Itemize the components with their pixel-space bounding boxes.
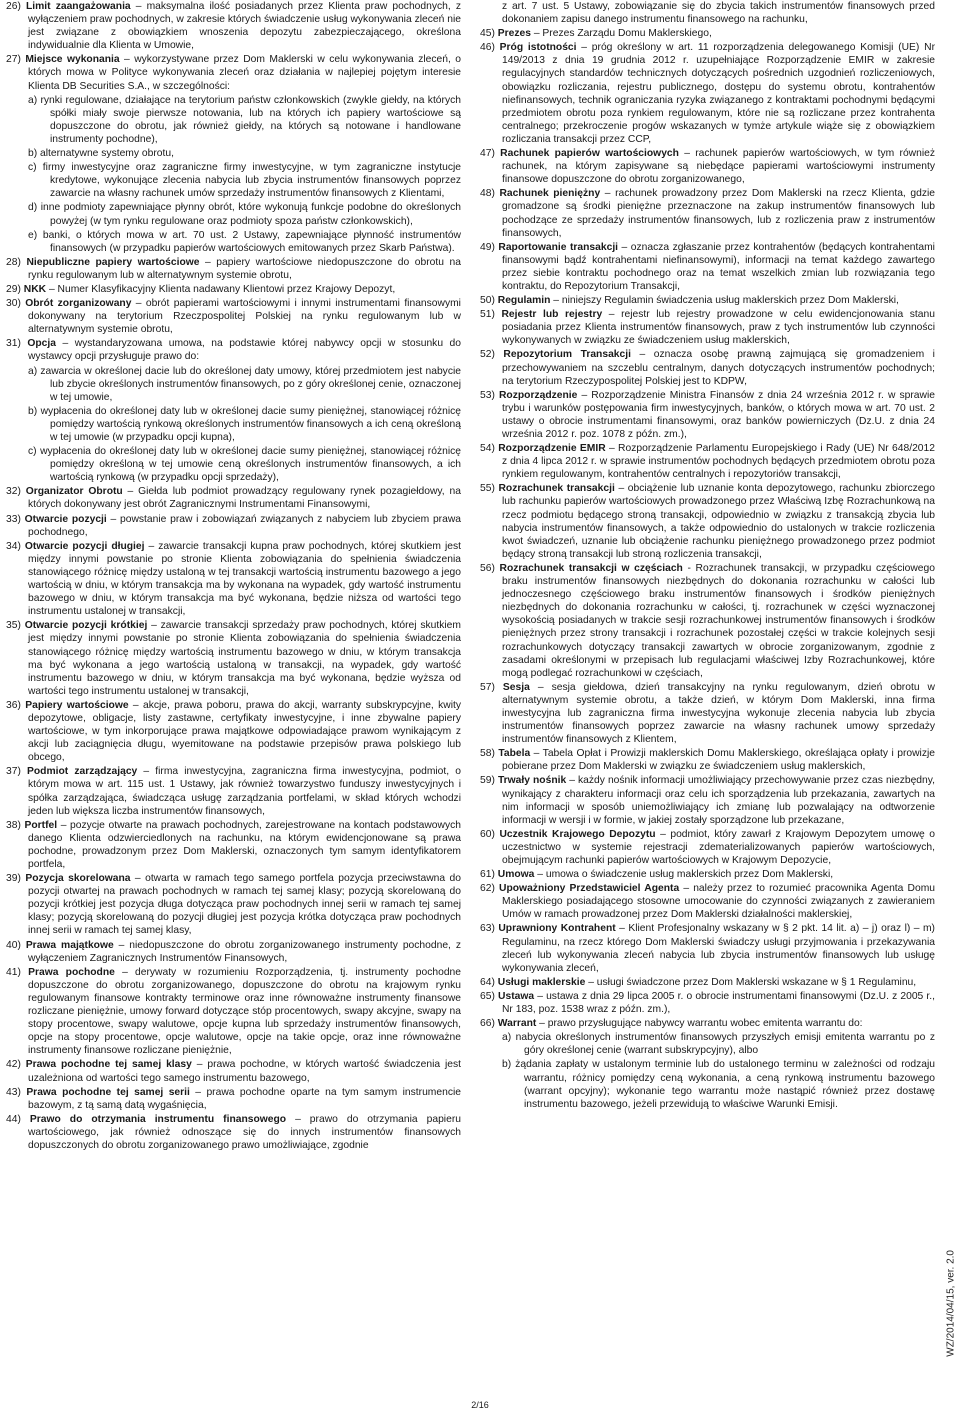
definition-entry [6,765,461,817]
definition-text: – firma inwestycyjna, zagraniczna firma inwestycyjna, podmiot, o którym mowa w art. 115 ust. 1 Ustawy, jak również towarzystwo funduszy inwestycyjnych i spółka zarządzająca, świadcząca usługę zarządzania portfelami, w skład których wchodzi jeden lub większa liczba instrumentów finansowych, [28,766,461,817]
subitem-text: alternatywne systemy obrotu, [40,148,174,160]
definition-text: – Klient Profesjonalny wskazany w § 2 pkt. 14 lit. a) – j) oraz l) – m) Regulaminu, na rzecz którego Dom Maklerski świadczy usługi przyjmowania i przekazywania zleceń lub wykonywania zleceń nabycia lub zbycia instrumentów finansowych lub usługę wykonywania zleceń, [502,923,935,974]
definition-number: 57) [480,681,495,693]
definition-entry [480,389,935,441]
definition-text: – ustawa z dnia 29 lipca 2005 r. o obrocie instrumentami finansowymi (Dz.U. z 2005 r., Nr 183, poz. 1538 wraz z późn. zm.), [502,990,935,1016]
definition-term: Otwarcie pozycji krótkiej [24,620,148,632]
page-number: 2/16 [471,1400,489,1410]
definition-text: – powstanie praw i zobowiązań związanych z nabyciem lub zbyciem prawa pochodnego, [28,513,461,538]
definition-term: Uprawniony Kontrahent [498,923,616,935]
definition-number: 44) [6,1113,21,1125]
definition-number: 54) [480,443,495,455]
definition-number: 35) [6,620,21,632]
definition-continuation [480,0,935,26]
definition-number: 62) [480,883,495,895]
definition-number: 49) [480,241,495,253]
definition-text: – umowa o świadczenie usług maklerskich przez Dom Maklerski, [534,869,834,881]
definition-text: z art. 7 ust. 5 Ustawy, zobowiązanie się do zbycia takich instrumentów finansowych przed dokonaniem zapisu danego instrumentu finansowego na rachunku, [502,1,935,26]
document-page [6,0,936,1400]
left-column [6,0,461,1390]
subitem-text: inne podmioty zapewniające płynny obrót, które wykonują funkcje podobne do określonych powyżej (w tym rynku regulowane oraz podmioty spoza państw członkowskich), [40,202,461,227]
definition-text: – derywaty w rozumieniu Rozporządzenia, tj. instrumenty pochodne dopuszczone do obrotu zorganizowanego, dopuszczone do obrotu na krajowym rynku regulowanym finansowe kontrakty terminowe oraz inne równoważne instrumenty finansowe rozliczane pieniężnie, umowy forward dotyczące stóp procentowych, swapy akcyjne, swapy na stopy procentowe, swapy walutowe, opcje kupna lub sprzedaży instrumentów finansowych, opcje na stopy procentowe, opcje walutowe, opcje na takie opcje, oraz inne równoważne instrumenty finansowe rozliczane pieniężnie, [28,966,461,1057]
definition-term: Papiery wartościowe [25,699,129,711]
subitem-text: rynki regulowane, działające na terytorium państw członkowskich (zwykle giełdy, na których spółki miały swoje pierwsze notowania, lub na których ich papiery wartościowe są dopuszczone do obrotu, jak również giełdy, na których są notowane i handlowane instrumenty pochodne), [40,94,461,145]
definition-term: Ustawa [498,990,535,1002]
definition-subitem [502,1031,935,1057]
definition-text: – oznacza osobę prawną zajmującą się gromadzeniem i przechowywaniem na szczeblu centralnym, danych dotyczących instrumentów pochodnych; na terytorium Rzeczypospolitej Polskiej jest to KDPW, [502,349,935,387]
definition-entry [480,882,935,921]
definition-term: Prawa majątkowe [25,939,114,951]
definition-term: Prezes [497,28,531,40]
definition-number: 48) [480,188,495,200]
definition-entry [480,976,935,989]
definition-term: Prawo do otrzymania instrumentu finansowego [29,1113,287,1125]
definition-number: 63) [480,923,495,935]
definition-number: 56) [480,562,495,574]
definition-entry [480,681,935,746]
definition-entry [480,1017,935,1030]
definition-entry [6,819,461,871]
definition-number: 65) [480,990,495,1002]
definition-term: Pozycja skorelowana [25,873,131,885]
definition-number: 33) [6,513,21,525]
definition-term: Uczestnik Krajowego Depozytu [499,828,656,840]
definition-subitem [28,229,461,255]
definition-entry [480,147,935,186]
definition-text: – rachunek papierów wartościowych, w tym również rachunek, na którym zapisywane są niebędące papierami wartościowymi instrumenty finansowe dopuszczone do obrotu zorganizowanego, [502,148,935,186]
definition-text: – zawarcie transakcji kupna praw pochodnych, której skutkiem jest między innymi powstanie po stronie Klienta zobowiązania do spełnienia świadczenia stanowiącego różnicę między ustaloną w tej transakcji wartością instrumentu bazowego a jego wartością w dniu, w którym transakcja ma by wykonana na wypadek, gdy wartość instrumentu bazowego w dniu, w którym transakcja ma być wykonana, będzie niższa od wartości tego instrumentu ustalonej w transakcji, [28,540,461,618]
definition-text: – pozycje otwarte na prawach pochodnych, zarejestrowane na kontach podstawowych danego Klienta odzwierciedlonych na rachunku, na którym ewidencjonowane są prawa pochodne, prowadzonym przez Dom Maklerski, oznaczonych tym samym identyfikatorem portfela, [28,819,461,870]
definition-entry [480,482,935,561]
definition-entry [480,41,935,146]
definition-text: – niedopuszczone do obrotu zorganizowanego instrumenty pochodne, z wyłączeniem Zagranicznych Instrumentów Finansowych, [28,939,461,964]
subitem-letter: c) [28,446,37,458]
definition-number: 37) [6,766,21,778]
definition-subitem [28,161,461,200]
definition-term: Rozporządzenie EMIR [498,443,606,455]
subitem-letter: c) [28,162,37,174]
document-version-code: WZ/2014/04/15, ver. 2.0 [946,1250,957,1357]
subitem-letter: b) [502,1059,512,1071]
subitem-text: nabycia określonych instrumentów finansowych przyszłych emisji emitenta warrantu po z góry określonej cenie (warrant subskrypcyjny), albo [515,1032,935,1057]
definition-text: – zawarcie transakcji sprzedaży praw pochodnych, której skutkiem jest między innymi powstanie po stronie Klienta zobowiązania do spełnienia świadczenia stanowiącego różnicę między wartością instrumentu bazowego w dniu, w którym transakcja ma być wykonana a jego wartością ustaloną w transakcji, na wypadek, gdy wartość instrumentu bazowego w dniu, w którym transakcja ma być wykonana, będzie wyższa od wartości tego instrumentu ustalonej w transakcji, [28,620,461,697]
definition-subitem [28,405,461,444]
definition-number: 30) [6,298,21,310]
definition-text: – rejestr lub rejestry prowadzone w celu ewidencjonowania stanu posiadania przez Klienta instrumentów finansowych, praw z tych instrumentów lub czynności wykonywanych w związku ze świadczeniem usług maklerskich, [502,309,935,347]
definition-number: 46) [480,42,495,54]
definition-term: Rachunek papierów wartościowych [500,148,679,160]
subitem-letter: a) [502,1032,512,1044]
definition-term: Regulamin [497,295,551,307]
definition-text: – maksymalna ilość posiadanych przez Klienta praw pochodnych, z wyłączeniem praw pochodnych, w zakresie których świadczenie usług wykonywania zleceń nie jest związane z obowiązkiem wnoszenia depozytu zabezpieczającego, określona indywidualnie dla Klienta w Umowie, [28,1,461,52]
definition-entry [6,53,461,92]
subitem-text: żądania zapłaty w ustalonym terminie lub do ustalonego terminu w zależności od rodzaju warrantu, różnicy pomiędzy ceną wykonania, a ceną rynkową instrumentu bazowego (warrant opcyjny); wykonanie tego warrantu może nastąpić również przez dostawę instrumentu bazowego, jeżeli przewidują to właściwe Warunki Emisji. [515,1059,935,1110]
definition-number: 28) [6,256,21,268]
definition-text: – akcje, prawa poboru, prawa do akcji, warranty subskrypcyjne, kwity depozytowe, obligacje, listy zastawne, certyfikaty inwestycyjne, i inne zbywalne papiery wartościowe, w tym inkorporujące prawa majątkowe odpowiadające prawom wynikającym z akcji lub zaciągnięcia długu, wyemitowane na podstawie przepisów prawa polskiego lub obcego, [28,699,461,764]
definition-number: 61) [480,869,495,881]
definition-term: Rozporządzenie [498,389,578,401]
subitem-letter: a) [28,94,38,106]
definition-term: NKK [23,283,47,295]
definition-entry [6,297,461,336]
definition-number: 32) [6,486,21,498]
definition-entry [6,513,461,539]
definition-number: 59) [480,775,495,787]
definition-subitem [28,201,461,227]
definition-number: 38) [6,819,21,831]
definition-number: 27) [6,54,21,66]
definition-term: Prawa pochodne [28,966,115,978]
definition-entry [6,337,461,363]
definition-number: 29) [6,283,21,295]
definition-subitem [28,147,461,160]
definition-term: Otwarcie pozycji długiej [24,540,145,552]
definition-number: 34) [6,540,21,552]
definition-text: – Giełda lub podmiot prowadzący regulowany rynek pozagiełdowy, na których dokonywany jest obrót Zagranicznymi Instrumentami Finansowymi, [28,486,461,511]
definition-text: – Prezes Zarządu Domu Maklerskiego, [530,28,712,40]
subitem-text: wypłacenia do określonej daty lub w określonej dacie sumy pieniężnej, stanowiącej różnicę pomiędzy wartością rynkową określonych instrumentów finansowych a ich ceną określoną w tej umowie (w przypadku opcji kupna), [40,405,461,443]
definition-term: Rozrachunek transakcji w częściach [499,562,683,574]
definition-entry [6,1086,461,1112]
definition-text: – wykorzystywane przez Dom Maklerski w celu wykonywania zleceń, o których mowa w Polityce wykonywania zleceń oraz działania w najlepiej pojętym interesie Klienta DB Securities S.A., w szczególności: [28,54,461,92]
definition-entry [6,540,461,619]
definition-number: 55) [480,483,495,495]
definition-term: Rejestr lub rejestry [501,309,603,321]
subitem-text: zawarcia w określonej dacie lub do określonej daty umowy, której przedmiotem jest nabycie lub zbycie określonych instrumentów finansowych, po z góry określonej cenie, oznaczonej w tej umowie, [40,365,461,403]
definition-entry [6,1113,461,1152]
definition-term: Podmiot zarządzający [27,766,138,778]
definition-number: 53) [480,389,495,401]
definition-term: Limit zaangażowania [26,1,131,12]
definition-entry [6,966,461,1058]
definition-term: Warrant [497,1018,537,1030]
definition-term: Usługi maklerskie [497,976,586,988]
definition-text: – Rozporządzenie Ministra Finansów z dnia 24 września 2012 r. w sprawie trybu i warunków postępowania firm inwestycyjnych, banków, o których mowa w art. 70 ust. 2 ustawy o obrocie instrumentami finansowymi, oraz banków powierniczych (Dz.U. z dnia 24 września 2012 r. poz. 1078 z późn. zm.), [502,389,935,440]
subitem-letter: d) [28,202,38,214]
definition-number: 66) [480,1018,495,1030]
definition-entry [6,283,461,296]
definition-term: Próg istotności [499,42,577,54]
subitem-letter: b) [28,405,38,417]
definition-term: Sesja [502,681,530,693]
definition-entry [6,256,461,282]
definition-subitem [28,445,461,484]
definition-text: – prawo przysługujące nabywcy warrantu wobec emitenta warrantu do: [536,1018,863,1030]
definition-term: Prawa pochodne tej samej klasy [25,1059,192,1071]
definition-term: Portfel [24,819,58,831]
definition-entry [480,241,935,293]
definition-entry [480,774,935,826]
definition-number: 31) [6,338,21,350]
definition-term: Niepubliczne papiery wartościowe [26,256,200,268]
definition-term: Otwarcie pozycji [24,513,107,525]
definition-term: Tabela [498,748,531,760]
definition-number: 26) [6,1,21,12]
definition-entry [480,27,935,40]
definition-term: Opcja [27,338,56,350]
definition-number: 60) [480,828,495,840]
subitem-text: firmy inwestycyjne oraz zagraniczne firmy inwestycyjne, w tym zagraniczne instytucje kredytowe, wykonujące zlecenia nabycia lub zbycia instrumentów finansowych poprzez zawarcie na własny rachunek umów sprzedaży instrumentów finansowych z Klientami, [42,162,461,200]
definition-text: – rachunek prowadzony przez Dom Maklerski na rzecz Klienta, gdzie gromadzone są środki pieniężne przeznaczone na zakup instrumentów finansowych lub pochodzące ze sprzedaży instrumentów finansowych, lub z rozliczenia praw z instrumentów finansowych, [502,188,935,239]
definition-text: – niniejszy Regulamin świadczenia usług maklerskich przez Dom Maklerski, [550,295,899,307]
definition-number: 58) [480,748,495,760]
definition-number: 40) [6,939,21,951]
definition-text: – sesja giełdowa, dzień transakcyjny na rynku regulowanym, dzień obrotu w alternatywnym systemie obrotu, a także dzień, w którym Dom Maklerski, inna firma inwestycyjna lub zagraniczna firma inwestycyjna wykonuje zlecenia nabycia lub zbycia instrumentów finansowych poprzez zawarcie na własny rachunek umowy sprzedaży instrumentów finansowych z Klientem, [502,681,935,746]
definition-text: – Tabela Opłat i Prowizji maklerskich Domu Maklerskiego, określająca opłaty i prowizje pobierane przez Dom Maklerski w związku ze świadczeniem usług maklerskich, [502,748,935,773]
definition-term: Trwały nośnik [497,775,567,787]
definition-text: – Numer Klasyfikacyjny Klienta nadawany Klientowi przez Krajowy Depozyt, [46,283,396,295]
definition-entry [6,872,461,937]
definition-number: 45) [480,28,495,40]
definition-text: – każdy nośnik informacji umożliwiający przechowywanie przez czas niezbędny, wynikający z charakteru informacji oraz celu ich sporządzenia lub przekazania, zawartych na nim informacji w sposób uniemożliwiający ich zmianę lub pozwalający na odtworzenie informacji w wersji i w formie, w jakiej zostały sporządzone lub przekazane, [502,775,935,826]
definition-text: – obciążenie lub uznanie konta depozytowego, rachunku zbiorczego lub rachunku papierów wartościowych prowadzonego przez Właściwą Izbę Rozrachunkową na rzecz podmiotu będącego stroną transakcji, odpowiednio w związku z transakcją zbycia lub nabycia instrumentów finansowych, a także odpowiednio do ustalonych w trakcie rozliczenia kwot świadczeń, uznanie lub obciążenie rachunku pieniężnego prowadzonego przez podmiot będący stroną transakcji lub stroną rozliczenia transakcji, [502,483,935,560]
definition-term: Obrót zorganizowany [25,298,132,310]
definition-term: Upoważniony Przedstawiciel Agenta [499,883,680,895]
definition-number: 47) [480,148,495,160]
definition-term: Rozrachunek transakcji [498,483,615,495]
definition-text: – należy przez to rozumieć pracownika Agenta Domu Maklerskiego posiadającego stosowne umocowanie do czynności związanych z zawieraniem Umów w ramach prowadzonej przez Dom Maklerski działalności maklerskiej, [502,883,935,921]
definition-text: – Rozporządzenie Parlamentu Europejskiego i Rady (UE) Nr 648/2012 z dnia 4 lipca 2012 r. w sprawie instrumentów pochodnych będących przedmiotem obrotu poza rynkiem regulowanym, kontrahentów centralnych i repozytoriów transakcji, [502,443,935,481]
definition-number: 64) [480,976,495,988]
definition-number: 51) [480,309,495,321]
definition-text: – obrót papierami wartościowymi i innymi instrumentami finansowymi dokonywany na terytorium Rzeczpospolitej Polskiej na rynku regulowanym lub w alternatywnym systemie obrotu, [28,298,461,336]
definition-entry [6,939,461,965]
definition-term: Raportowanie transakcji [498,241,619,253]
definition-text: – próg określony w art. 11 rozporządzenia delegowanego Komisji (UE) Nr 149/2013 z dnia 19 grudnia 2012 r. uzupełniające Rozporządzenie EMIR w zakresie regulacyjnych standardów technicznych dotyczących pośrednich uzgodnień rozliczeniowych, obowiązku rozliczania, rejestru publicznego, dostępu do systemu obrotu, kontrahentów niefinansowych, technik ograniczania ryzyka związanego z kontraktami pochodnymi będącymi przedmiotem obrotu poza rynkiem regulowanym, które nie są rozliczane przez kontrahenta centralnego; przekroczenie progów wskazanych w tymże artykule wiąże się z obowiązkiem rozliczania transakcji przez CCP, [502,42,935,145]
subitem-text: wypłacenia do określonej daty lub w określonej dacie sumy pieniężnej, stanowiącej różnicę pomiędzy określoną w tej umowie ceną określonych instrumentów finansowych, a ich wartością rynkową (w przypadku opcji sprzedaży), [40,446,461,484]
definition-number: 39) [6,873,21,885]
definition-text: – prawa pochodne oparte na tym samym instrumencie bazowym, z tą samą datą wygaśnięcia, [28,1086,461,1111]
definition-term: Rachunek pieniężny [499,188,601,200]
definition-text: – prawo do otrzymania papieru wartościowego, jak również odnoszące się do innych instrumentów finansowych dopuszczonych do obrotu zorganizowanego prawo umożliwiające, zgodnie [28,1113,461,1151]
definition-entry [6,1058,461,1084]
definition-term: Organizator Obrotu [25,486,123,498]
definition-number: 36) [6,699,21,711]
right-column [480,0,935,1390]
subitem-letter: e) [28,229,38,241]
definition-entry [480,747,935,773]
definition-term: Miejsce wykonania [25,54,120,66]
definition-entry [480,308,935,347]
definition-text: - Rozrachunek transakcji, w przypadku częściowego braku instrumentów finansowych niezbędnych do dokonania rozrachunku w całości lub jednoczesnego częściowego braku instrumentów finansowych i środków pieniężnych niezbędnych do dokonania rozrachunku w całości, tj. rozrachunek w części wyznaczonej wysokością posiadanych w trakcie sesji rozrachunkowej instrumentów finansowych i środków pieniężnych przez strony transakcji i rozrachunek pozostałej części w trakcie kolejnych sesji rozrachunkowych dotyczący transakcji zawartych w obrocie zorganizowanym, zgodnie z zasadami określonymi w przepisach lub regulacjami właściwej Izby Rozrachunkowej, które mogą podlegać rozrachunkowi w częściach, [502,562,935,679]
subitem-letter: b) [28,148,38,160]
definition-number: 42) [6,1059,21,1071]
definition-number: 52) [480,349,495,361]
definition-text: – wystandaryzowana umowa, na podstawie której nabywcy opcji w stosunku do wystawcy opcji przysługuje prawo do: [28,338,461,363]
definition-entry [480,922,935,974]
definition-entry [480,294,935,307]
definition-term: Repozytorium Transakcji [503,349,631,361]
definition-entry [6,485,461,511]
definition-entry [480,828,935,867]
subitem-text: banki, o których mowa w art. 70 ust. 2 Ustawy, zapewniające płynność instrumentów finansowych (w przypadku papierów wartościowych emitowanych przez Skarb Państwa). [42,229,461,254]
definition-term: Umowa [497,869,535,881]
definition-entry [6,619,461,698]
definition-entry [480,442,935,481]
definition-entry [480,990,935,1016]
definition-entry [480,187,935,239]
definition-text: – papiery wartościowe niedopuszczone do obrotu na rynku regulowanym lub w alternatywnym systemie obrotu, [28,256,461,281]
definition-number: 41) [6,966,21,978]
definition-text: – oznacza zgłaszanie przez kontrahentów (będących kontrahentami finansowymi bądź kontrahentami niefinansowymi), informacji na temat każdego zawartego przez siebie kontraktu pochodnego oraz na temat wszelkich zmian lub rozwiązania tego kontraktu, do Repozytorium Transakcji, [502,241,935,292]
definition-text: – usługi świadczone przez Dom Maklerski wskazane w § 1 Regulaminu, [585,976,917,988]
definition-number: 50) [480,295,495,307]
definition-text: – prawa pochodne, w których wartość świadczenia jest uzależniona od wartości tego samego instrumentu bazowego, [28,1059,461,1084]
definition-entry [6,0,461,52]
definition-subitem [28,94,461,146]
definition-subitem [28,365,461,404]
definition-entry [480,348,935,387]
definition-term: Prawa pochodne tej samej serii [26,1086,190,1098]
subitem-letter: a) [28,365,38,377]
definition-entry [6,699,461,764]
definition-text: – otwarta w ramach tego samego portfela pozycja przeciwstawna do pozycji otwartej na prawach pochodnych w ramach tej samej klasy; pozycją skorelowaną do pozycji krótkiej jest pozycja długa dotycząca praw pochodnych innej serii w ramach tej samej klasy; pozycją skorelowaną do pozycji długiej jest pozycja krótka dotycząca praw pochodnych innej serii w ramach tej samej klasy, [28,873,461,937]
definition-subitem [502,1058,935,1110]
definition-entry [480,562,935,680]
definition-number: 43) [6,1086,21,1098]
definition-text: – podmiot, który zawarł z Krajowym Depozytem umowę o uczestnictwo w systemie rejestracji zdematerializowanych papierów wartościowych, obejmującym rachunki papierów wartościowych w Krajowym Depozycie, [502,828,935,866]
definition-entry [480,868,935,881]
